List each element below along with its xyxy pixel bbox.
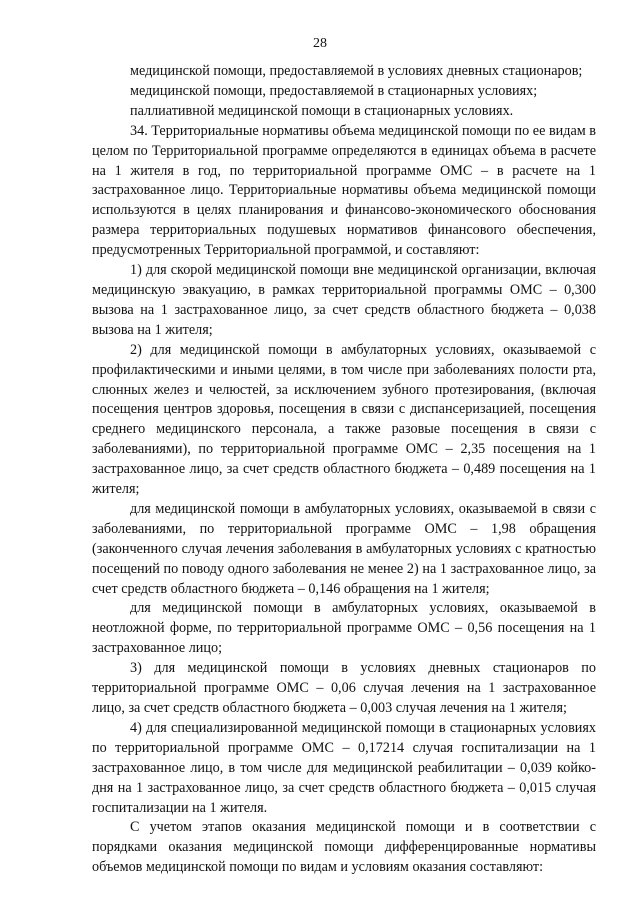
paragraph-item-2-outpatient-preventive: 2) для медицинской помощи в амбулаторных условиях, оказываемой с профилактическими и иными целями, в том числе при заболеваниях полости рта, слюнных желез и челюстей, за исключением зубного протезирования, (включая посещения центров здоровья, посещения в связи с диспансеризацией, посещения среднего медицинского персонала, а также разовые посещения в связи с заболеваниями), по территориальной программе ОМС – 2,35 посещения на 1 застрахованное лицо, за счет средств областного бюджета – 0,489 посещения на 1 жителя; xyxy=(92,341,596,498)
paragraph-outpatient-urgent: для медицинской помощи в амбулаторных условиях, оказываемой в неотложной форме, по территориальной программе ОМС – 0,56 посещения на 1 застрахованное лицо; xyxy=(92,600,596,657)
paragraph-item-4-specialized-inpatient: 4) для специализированной медицинской помощи в стационарных условиях по территориальной программе ОМС – 0,17214 случая госпитализации на 1 застрахованное лицо, в том числе для медицинской реабилитации – 0,039 койко-дня на 1 застрахованное лицо, за счет средств областного бюджета – 0,015 случая госпитализации на 1 жителя. xyxy=(92,719,596,816)
paragraph-inpatient: медицинской помощи, предоставляемой в стационарных условиях; xyxy=(130,82,538,99)
paragraph-palliative: паллиативной медицинской помощи в стационарных условиях. xyxy=(130,102,514,119)
paragraph-outpatient-disease: для медицинской помощи в амбулаторных условиях, оказываемой в связи с заболеваниями, по территориальной программе ОМС – 1,98 обращения (законченного случая лечения заболевания в амбулаторных условиях с кратностью посещений по поводу одного заболевания не менее 2) на 1 застрахованное лицо, за счет средств областного бюджета – 0,146 обращения на 1 жителя; xyxy=(92,500,596,597)
paragraph-item-1-ambulance: 1) для скорой медицинской помощи вне медицинской организации, включая медицинскую эвакуацию, в рамках территориальной программы ОМС – 0,300 вызова на 1 застрахованное лицо, за счет средств областного бюджета – 0,038 вызова на 1 жителя; xyxy=(92,262,596,338)
document-body xyxy=(92,62,596,878)
page-number: 28 xyxy=(313,36,327,51)
paragraph-differentiated-norms: С учетом этапов оказания медицинской помощи и в соответствии с порядками оказания медицинской помощи дифференцированные нормативы объемов медицинской помощи по видам и условиям оказания составляют: xyxy=(92,819,596,876)
paragraph-day-hospital: медицинской помощи, предоставляемой в условиях дневных стационаров; xyxy=(130,63,583,79)
paragraph-item-3-day-hospital: 3) для медицинской помощи в условиях дневных стационаров по территориальной программе ОМС – 0,06 случая лечения на 1 застрахованное лицо, за счет средств областного бюджета – 0,003 случая лечения на 1 жителя; xyxy=(92,660,596,716)
paragraph-section-34: 34. Территориальные нормативы объема медицинской помощи по ее видам в целом по Территориальной программе определяются в единицах объема в расчете на 1 жителя в год, по территориальной программе ОМС – в расчете на 1 застрахованное лицо. Территориальные нормативы объема медицинской помощи используются в целях планирования и финансово-экономического обоснования размера территориальных подушевых нормативов финансового обеспечения, предусмотренных Территориальной программой, и составляют: xyxy=(92,122,596,259)
